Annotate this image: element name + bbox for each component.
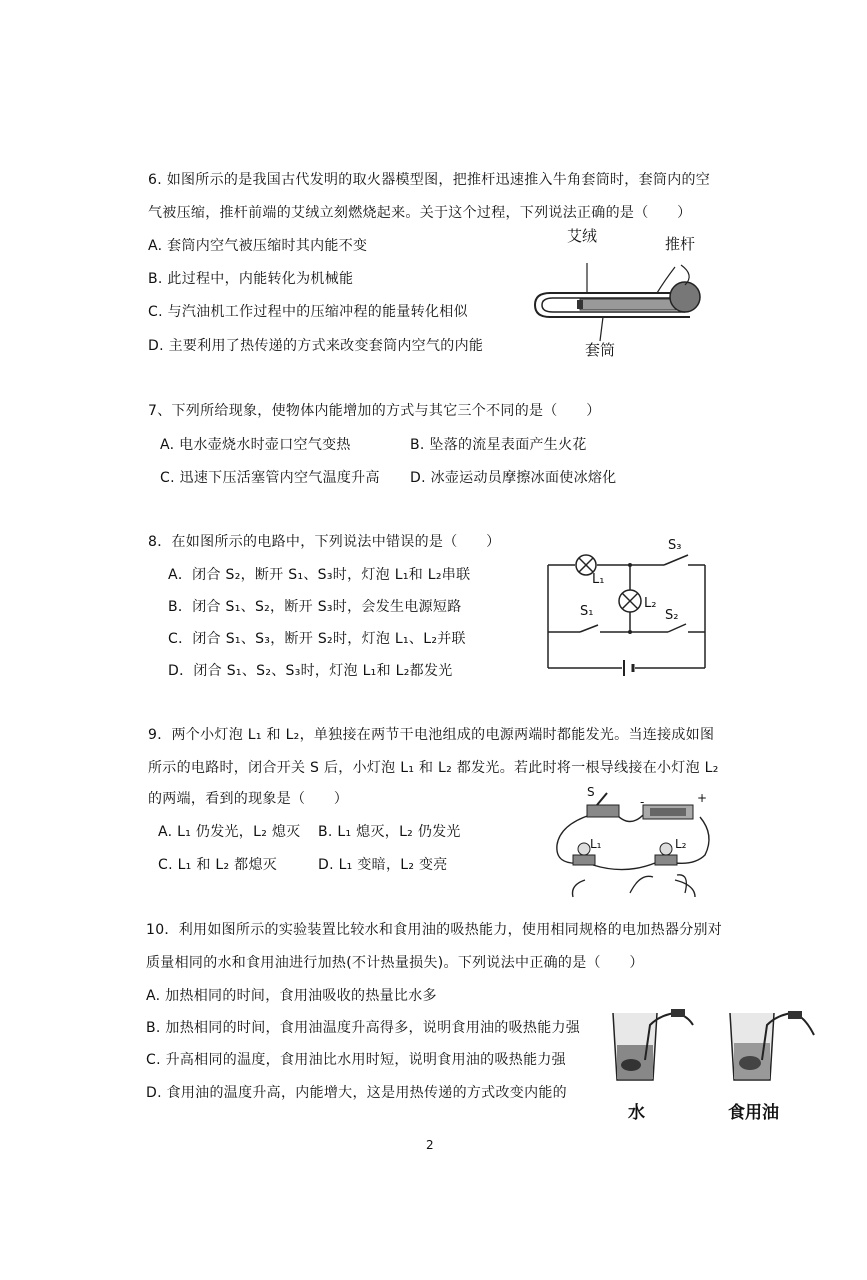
q9-circuit-photo <box>545 785 720 900</box>
q10-label-water: 水 <box>628 1103 645 1123</box>
q8-option-b: B．闭合 S₁、S₂，断开 S₃时，会发生电源短路 <box>168 599 462 615</box>
q8-option-a: A．闭合 S₂，断开 S₁、S₃时，灯泡 L₁和 L₂串联 <box>168 567 471 583</box>
q10-stem-line1: 10．利用如图所示的实验装置比较水和食用油的吸热能力，使用相同规格的电加热器分别对 <box>146 922 723 938</box>
q6-option-b: B. 此过程中，内能转化为机械能 <box>148 271 354 287</box>
q10-stem-line2: 质量相同的水和食用油进行加热(不计热量损失)。下列说法中正确的是（ ） <box>146 955 644 971</box>
q9-option-b: B. L₁ 熄灭，L₂ 仍发光 <box>318 824 461 840</box>
q7-stem: 7、下列所给现象，使物体内能增加的方式与其它三个不同的是（ ） <box>148 403 601 419</box>
q8-label-l1: L₁ <box>592 572 605 587</box>
q10-option-a: A. 加热相同的时间，食用油吸收的热量比水多 <box>146 988 437 1004</box>
q9-stem-line3: 的两端，看到的现象是（ ） <box>148 791 349 807</box>
q7-option-a: A. 电水壶烧水时壶口空气变热 <box>160 437 351 453</box>
q6-stem-line1: 6. 如图所示的是我国古代发明的取火器模型图，把推杆迅速推入牛角套筒时，套筒内的空 <box>148 172 711 188</box>
q9-option-d: D. L₁ 变暗，L₂ 变亮 <box>318 857 448 873</box>
q9-label-l1: L₁ <box>590 837 602 851</box>
q8-option-c: C．闭合 S₁、S₃，断开 S₂时，灯泡 L₁、L₂并联 <box>168 631 466 647</box>
q6-option-a: A. 套筒内空气被压缩时其内能不变 <box>148 238 368 254</box>
q9-option-a: A. L₁ 仍发光，L₂ 熄灭 <box>158 824 301 840</box>
q10-beaker-oil-figure <box>722 1005 817 1085</box>
q9-label-minus: - <box>640 795 645 809</box>
q10-option-b: B. 加热相同的时间，食用油温度升高得多，说明食用油的吸热能力强 <box>146 1020 581 1036</box>
q7-option-c: C. 迅速下压活塞管内空气温度升高 <box>160 470 380 486</box>
q8-stem: 8．在如图所示的电路中，下列说法中错误的是（ ） <box>148 534 501 550</box>
q10-option-d: D. 食用油的温度升高，内能增大，这是用热传递的方式改变内能的 <box>146 1085 567 1101</box>
q9-label-plus: + <box>697 791 708 805</box>
q9-stem-line2: 所示的电路时，闭合开关 S 后，小灯泡 L₁ 和 L₂ 都发光。若此时将一根导线接在小灯泡 L₂ <box>148 760 719 776</box>
q6-label-airong: 艾绒 <box>567 227 598 245</box>
q8-circuit-diagram <box>540 538 715 678</box>
q8-label-s2: S₂ <box>665 608 679 623</box>
q6-fire-piston-figure <box>525 225 725 365</box>
q10-label-oil: 食用油 <box>728 1103 779 1123</box>
q8-label-s1: S₁ <box>580 604 594 619</box>
q7-option-b: B. 坠落的流星表面产生火花 <box>410 437 587 453</box>
q6-label-tuigan: 推杆 <box>665 235 696 253</box>
q8-label-s3: S₃ <box>668 538 682 553</box>
q9-label-l2: L₂ <box>675 837 687 851</box>
q8-option-d: D．闭合 S₁、S₂、S₃时，灯泡 L₁和 L₂都发光 <box>168 663 453 679</box>
q6-option-c: C. 与汽油机工作过程中的压缩冲程的能量转化相似 <box>148 304 468 320</box>
q10-option-c: C. 升高相同的温度，食用油比水用时短，说明食用油的吸热能力强 <box>146 1052 566 1068</box>
q9-stem-line1: 9．两个小灯泡 L₁ 和 L₂，单独接在两节干电池组成的电源两端时都能发光。当连接成如图 <box>148 727 715 743</box>
q10-beaker-water-figure <box>605 1005 695 1085</box>
q6-stem-line2: 气被压缩，推杆前端的艾绒立刻燃烧起来。关于这个过程，下列说法正确的是（ ） <box>148 205 692 221</box>
q9-option-c: C. L₁ 和 L₂ 都熄灭 <box>158 857 278 873</box>
q7-option-d: D. 冰壶运动员摩擦冰面使冰熔化 <box>410 470 617 486</box>
q9-label-s: S <box>587 785 595 799</box>
q8-label-l2: L₂ <box>644 596 657 611</box>
page-number: 2 <box>426 1138 434 1152</box>
q6-option-d: D. 主要利用了热传递的方式来改变套筒内空气的内能 <box>148 338 484 354</box>
q6-label-taotong: 套筒 <box>585 341 616 359</box>
